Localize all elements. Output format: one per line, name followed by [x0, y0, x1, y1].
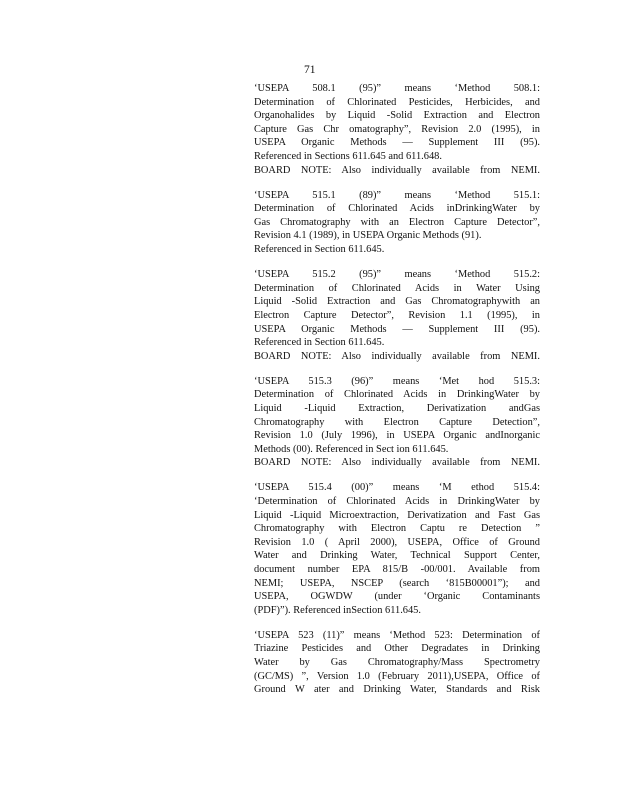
text-line: Referenced in Section 611.645.	[254, 244, 385, 256]
text-line: ‘USEPA 515.2 (95)” means ‘Method 515.2:	[254, 269, 540, 281]
page-number: 71	[304, 64, 316, 76]
text-line: Determination of Chlorinated Acids in DrinkingWater by	[254, 389, 540, 401]
text-line: ‘USEPA 515.3 (96)” means ‘Met hod 515.3:	[254, 375, 540, 387]
definition-usepa-515-3	[254, 375, 540, 470]
text-line: Water and Drinking Water, Technical Support Center,	[254, 550, 540, 562]
text-line: Ground W ater and Drinking Water, Standards and Risk	[254, 684, 540, 696]
document-body	[254, 82, 540, 708]
text-line: ‘USEPA 515.1 (89)” means ‘Method 515.1:	[254, 189, 540, 201]
board-note: BOARD NOTE: Also individually available from NEMI.	[254, 350, 540, 362]
text-line: Electron Capture Detector”, Revision 1.1 (1995), in	[254, 309, 540, 321]
text-line: Liquid -Liquid Extraction, Derivatization andGas	[254, 402, 540, 414]
definition-usepa-515-1	[254, 189, 540, 257]
text-line: Liquid -Solid Extraction and Gas Chromatographywith an	[254, 296, 540, 308]
text-line: ‘Determination of Chlorinated Acids in DrinkingWater by	[254, 496, 540, 508]
text-line: USEPA, OGWDW (under ‘Organic Contaminants	[254, 591, 540, 603]
text-line: Liquid -Liquid Microextraction, Derivatization and Fast Gas	[254, 509, 540, 521]
board-note: BOARD NOTE: Also individually available from NEMI.	[254, 457, 540, 469]
text-line: USEPA Organic Methods — Supplement III (95).	[254, 137, 540, 149]
text-line: Revision 1.0 (July 1996), in USEPA Organic andInorganic	[254, 430, 540, 442]
text-line: Revision 1.0 ( April 2000), USEPA, Office of Ground	[254, 536, 540, 548]
text-line: (PDF)”). Referenced inSection 611.645.	[254, 604, 421, 616]
text-line: Referenced in Sections 611.645 and 611.648.	[254, 150, 442, 162]
text-line: ‘USEPA 508.1 (95)” means ‘Method 508.1:	[254, 83, 540, 94]
text-line: Triazine Pesticides and Other Degradates in Drinking	[254, 643, 540, 655]
definition-usepa-523	[254, 629, 540, 697]
text-line: Chromatography with Electron Capture Detection”,	[254, 416, 540, 428]
text-line: Determination of Chlorinated Pesticides, Herbicides, and	[254, 96, 540, 108]
text-line: document number EPA 815/B -00/001. Available from	[254, 564, 540, 575]
text-line: USEPA Organic Methods — Supplement III (95).	[254, 323, 540, 335]
text-line: Methods (00). Referenced in Sect ion 611.645.	[254, 443, 449, 455]
text-line: Organohalides by Liquid -Solid Extraction and Electron	[254, 110, 540, 122]
text-line: ‘USEPA 523 (11)” means ‘Method 523: Determination of	[254, 629, 540, 641]
text-line: Determination of Chlorinated Acids in Water Using	[254, 282, 540, 294]
definition-usepa-515-2	[254, 268, 540, 363]
definition-usepa-515-4	[254, 481, 540, 617]
text-line: ‘USEPA 515.4 (00)” means ‘M ethod 515.4:	[254, 482, 540, 494]
text-line: Determination of Chlorinated Acids inDrinkingWater by	[254, 203, 540, 215]
text-line: Gas Chromatography with an Electron Capture Detector”,	[254, 216, 540, 228]
text-line: Capture Gas Chr omatography”, Revision 2.0 (1995), in	[254, 123, 540, 135]
text-line: Water by Gas Chromatography/Mass Spectrometry	[254, 657, 540, 669]
text-line: (GC/MS) ”, Version 1.0 (February 2011),USEPA, Office of	[254, 670, 540, 682]
definition-usepa-508-1	[254, 82, 540, 177]
text-line: Referenced in Section 611.645.	[254, 337, 385, 349]
board-note: BOARD NOTE: Also individually available from NEMI.	[254, 164, 540, 176]
text-line: NEMI; USEPA, NSCEP (search ‘815B00001”); and	[254, 577, 540, 589]
text-line: Revision 4.1 (1989), in USEPA Organic Methods (91).	[254, 230, 482, 242]
text-line: Chromatography with Electron Captu re Detection ”	[254, 523, 540, 535]
